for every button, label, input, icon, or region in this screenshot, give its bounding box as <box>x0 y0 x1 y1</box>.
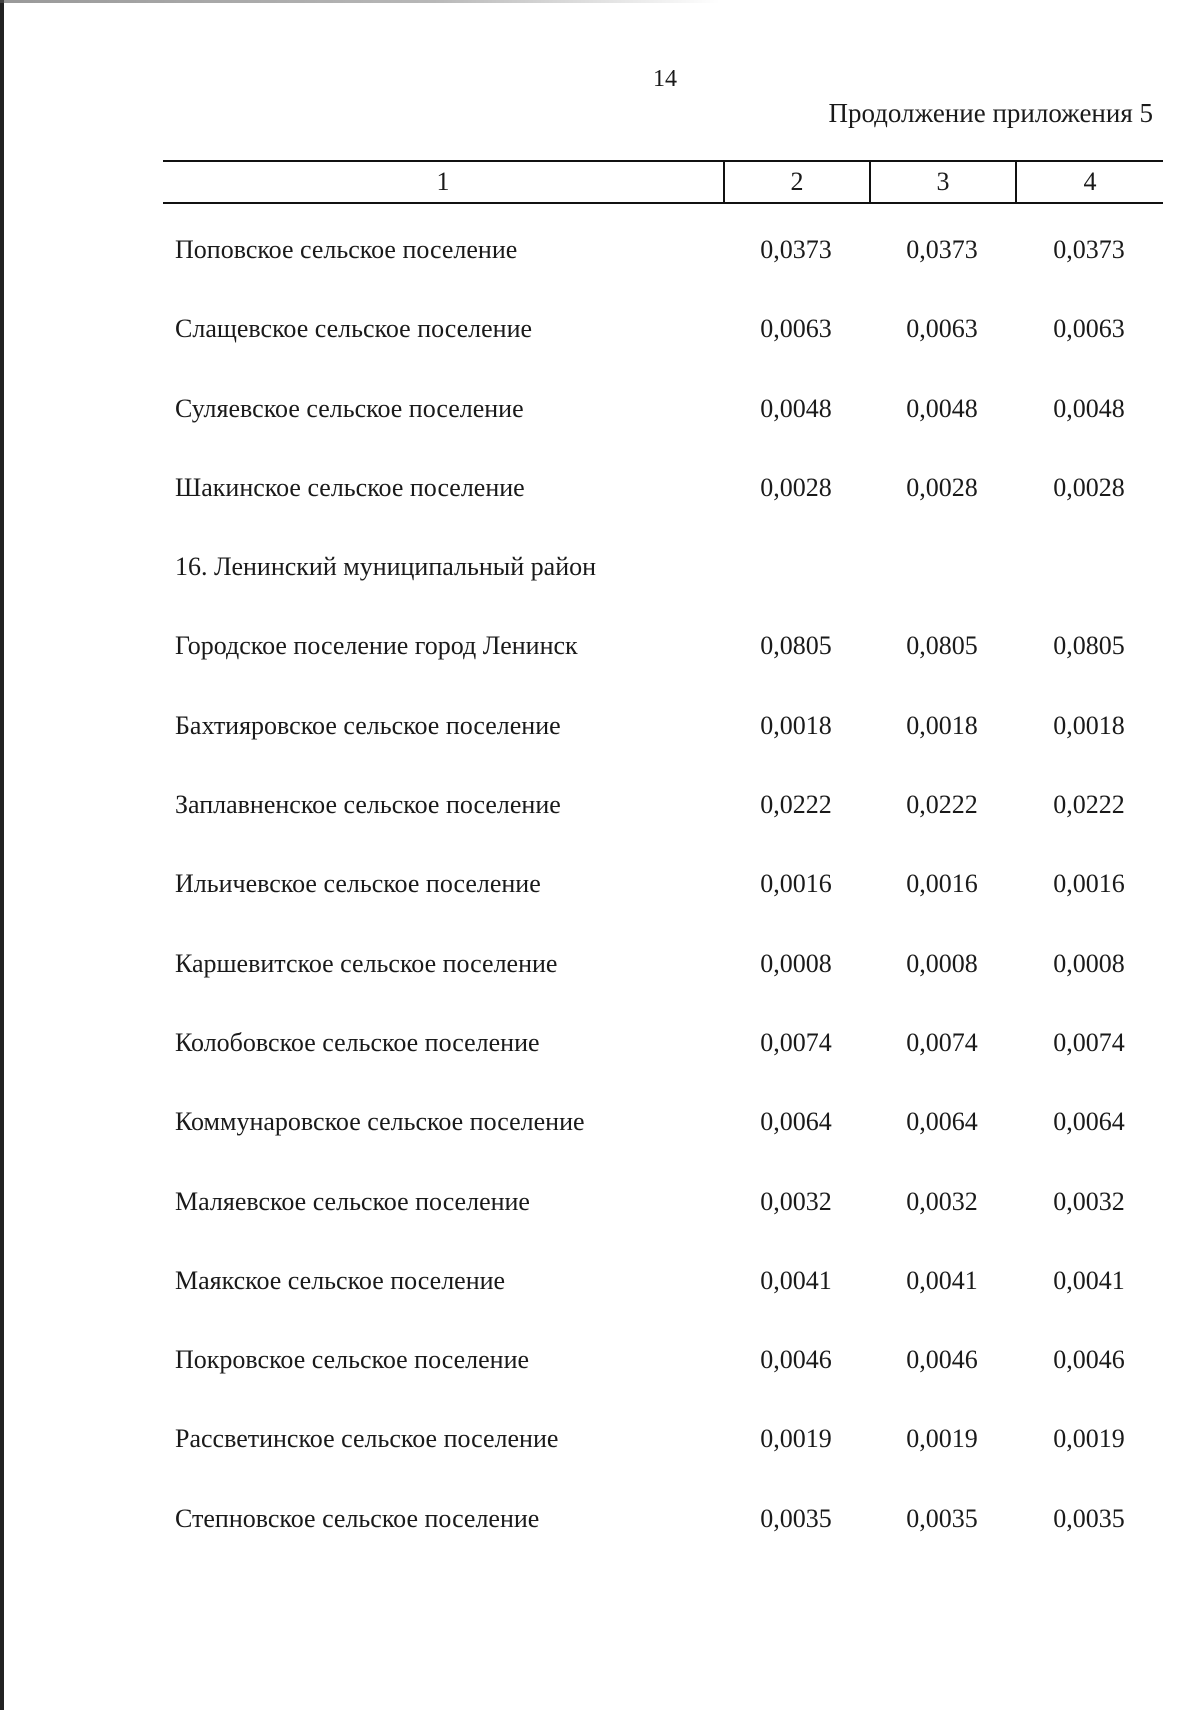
value-col-4: 0,0064 <box>1053 1107 1125 1137</box>
value-col-3: 0,0028 <box>906 472 978 502</box>
value-col-2: 0,0222 <box>760 790 832 820</box>
value-col-2: 0,0035 <box>760 1503 832 1533</box>
value-col-4: 0,0373 <box>1053 235 1125 264</box>
header-cell-2: 2 <box>723 162 869 202</box>
table-row <box>163 233 1163 312</box>
value-col-3: 0,0063 <box>906 314 978 344</box>
value-col-4: 0,0063 <box>1053 314 1125 344</box>
scan-edge-left <box>0 0 4 1710</box>
table-row <box>163 1502 1163 1581</box>
value-col-2: 0,0046 <box>760 1345 832 1375</box>
settlement-name: Покровское сельское поселение <box>175 1345 530 1375</box>
district-heading: 16. Ленинский муниципальный район <box>175 552 597 582</box>
table-row <box>163 471 1163 550</box>
header-cell-4: 4 <box>1015 162 1163 202</box>
value-col-3: 0,0008 <box>906 948 978 978</box>
value-col-2: 0,0028 <box>760 472 832 502</box>
table-row <box>163 947 1163 1026</box>
table-row <box>163 1185 1163 1264</box>
settlement-name: Коммунаровское сельское поселение <box>175 1107 585 1137</box>
value-col-4: 0,0008 <box>1053 948 1125 978</box>
value-col-3: 0,0805 <box>906 631 978 661</box>
header-cell-1: 1 <box>436 167 450 196</box>
value-col-4: 0,0018 <box>1053 710 1125 740</box>
value-col-2: 0,0373 <box>760 235 832 264</box>
value-col-4: 0,0035 <box>1053 1503 1125 1533</box>
value-col-2: 0,0063 <box>760 314 832 344</box>
table-row <box>163 1105 1163 1184</box>
value-col-2: 0,0019 <box>760 1424 832 1454</box>
settlement-name: Каршевитское сельское поселение <box>175 948 558 978</box>
value-col-2: 0,0805 <box>760 631 832 661</box>
value-col-3: 0,0046 <box>906 1345 978 1375</box>
value-col-2: 0,0064 <box>760 1107 832 1137</box>
value-col-4: 0,0016 <box>1053 869 1125 899</box>
value-col-3: 0,0074 <box>906 1027 978 1057</box>
table-row <box>163 1264 1163 1343</box>
value-col-3: 0,0048 <box>906 393 978 423</box>
value-col-4: 0,0048 <box>1053 393 1125 423</box>
settlement-name: Городское поселение город Ленинск <box>175 631 578 661</box>
value-col-3: 0,0064 <box>906 1107 978 1137</box>
table-row <box>163 1026 1163 1105</box>
page-number: 14 <box>653 66 677 92</box>
value-col-4: 0,0041 <box>1053 1265 1125 1295</box>
table-row <box>163 1343 1163 1422</box>
value-col-4: 0,0032 <box>1053 1186 1125 1216</box>
table-row <box>163 629 1163 708</box>
value-col-2: 0,0018 <box>760 710 832 740</box>
table-row <box>163 312 1163 391</box>
value-col-4: 0,0222 <box>1053 790 1125 820</box>
value-col-3: 0,0041 <box>906 1265 978 1295</box>
value-col-2: 0,0074 <box>760 1027 832 1057</box>
settlement-name: Слащевское сельское поселение <box>175 314 533 344</box>
header-cell-3: 3 <box>869 162 1015 202</box>
value-col-3: 0,0018 <box>906 710 978 740</box>
settlement-name: Маякское сельское поселение <box>175 1265 506 1295</box>
value-col-4: 0,0019 <box>1053 1424 1125 1454</box>
settlement-name: Маляевское сельское поселение <box>175 1186 530 1216</box>
settlement-name: Колобовское сельское поселение <box>175 1027 540 1057</box>
value-col-2: 0,0048 <box>760 393 832 423</box>
value-col-4: 0,0046 <box>1053 1345 1125 1375</box>
value-col-2: 0,0016 <box>760 869 832 899</box>
settlement-name: Заплавненское сельское поселение <box>175 790 561 820</box>
settlement-name: Ильичевское сельское поселение <box>175 869 541 899</box>
settlement-name: Шакинское сельское поселение <box>175 472 525 502</box>
settlement-name: Суляевское сельское поселение <box>175 393 524 423</box>
table-row <box>163 709 1163 788</box>
settlement-name: Степновское сельское поселение <box>175 1503 540 1533</box>
value-col-4: 0,0074 <box>1053 1027 1125 1057</box>
value-col-2: 0,0032 <box>760 1186 832 1216</box>
value-col-2: 0,0041 <box>760 1265 832 1295</box>
settlement-name: Бахтияровское сельское поселение <box>175 710 561 740</box>
value-col-3: 0,0016 <box>906 869 978 899</box>
table-row <box>163 788 1163 867</box>
value-col-4: 0,0805 <box>1053 631 1125 661</box>
continuation-label: Продолжение приложения 5 <box>828 98 1153 128</box>
table-row <box>163 867 1163 946</box>
value-col-3: 0,0373 <box>906 235 978 264</box>
value-col-3: 0,0035 <box>906 1503 978 1533</box>
value-col-4: 0,0028 <box>1053 472 1125 502</box>
value-col-3: 0,0222 <box>906 790 978 820</box>
settlement-name: Поповское сельское поселение <box>175 235 518 264</box>
section-heading-row <box>163 550 1163 629</box>
value-col-3: 0,0019 <box>906 1424 978 1454</box>
settlement-name: Рассветинское сельское поселение <box>175 1424 559 1454</box>
table-row <box>163 1422 1163 1501</box>
table-body <box>163 233 1163 1581</box>
value-col-2: 0,0008 <box>760 948 832 978</box>
scan-edge-top <box>0 0 720 3</box>
value-col-3: 0,0032 <box>906 1186 978 1216</box>
table-header-row <box>163 160 1163 204</box>
data-table <box>163 160 1163 1533</box>
table-row <box>163 392 1163 471</box>
